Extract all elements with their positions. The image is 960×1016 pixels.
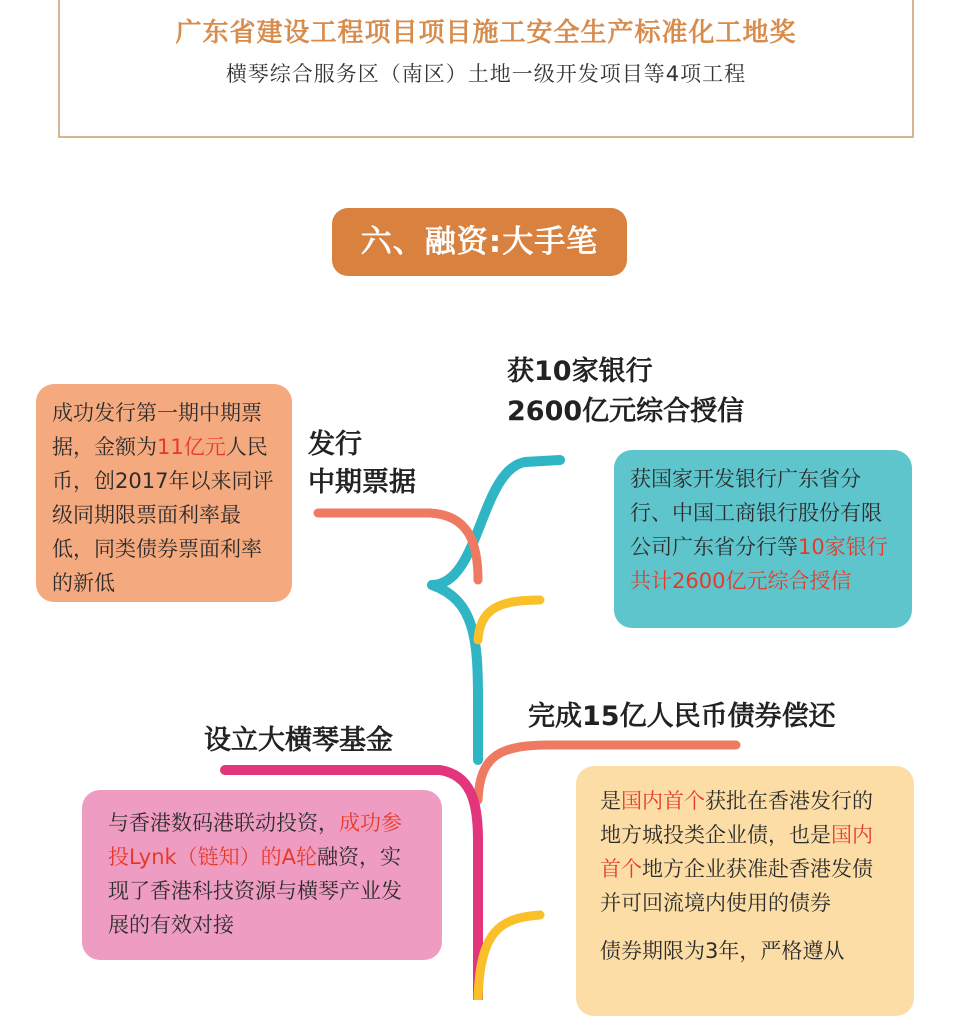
branch-label-mtn	[308, 426, 416, 502]
fund-detail-highlight: 成功参投Lynk（链知）的A轮	[108, 811, 402, 869]
branch-label-fund-line1: 设立大横琴基金	[204, 725, 393, 756]
branch-label-mtn-line2: 中期票据	[308, 467, 416, 498]
branch-line-yellow-lower	[478, 915, 540, 1000]
branch-label-bank-credit-line1: 获10家银行	[507, 356, 653, 387]
award-subtitle: 横琴综合服务区（南区）土地一级开发项目等4项工程	[225, 62, 747, 86]
fund-detail-box	[82, 790, 442, 960]
mtn-detail-text-1: 成功发行第一期中期票据，金额为	[52, 401, 262, 459]
bank-credit-detail-highlight: 10家银行共计2600亿元综合授信	[630, 535, 888, 593]
bond-detail-text-1: 是	[600, 789, 621, 813]
fund-detail-text-1: 与香港数码港联动投资，	[108, 811, 339, 835]
bond-detail-paragraph	[600, 784, 890, 920]
bond-detail-text-3: 地方企业获准赴香港发债并可回流境内使用的债券	[600, 857, 873, 915]
branch-line-teal-trunk	[432, 585, 478, 760]
mtn-detail-box	[36, 384, 292, 602]
bank-credit-detail-text: 获国家开发银行广东省分行、中国工商银行股份有限公司广东省分行等	[630, 467, 882, 559]
bank-credit-detail-box	[614, 450, 912, 628]
branch-line-yellow	[478, 600, 540, 640]
mtn-detail-highlight: 11亿元	[157, 435, 226, 459]
bond-detail-text-2: 获批在香港发行的地方城投类企业债，也是	[600, 789, 873, 847]
branch-label-bank-credit	[507, 352, 744, 432]
mtn-detail-text-2: 人民币，创2017年以来同评级同期限票面利率最低，同类债券票面利率的新低	[52, 435, 274, 595]
bond-detail-highlight-2: 国内首个	[600, 823, 873, 881]
fund-detail-text-2: 融资，实现了香港科技资源与横琴产业发展的有效对接	[108, 845, 402, 937]
section-title-badge: 六、融资:大手笔	[332, 208, 627, 276]
branch-label-bank-credit-line2: 2600亿元综合授信	[507, 396, 745, 427]
bond-detail-highlight-1: 国内首个	[621, 789, 705, 813]
branch-label-bond-repayment-line1: 完成15亿人民币债券偿还	[528, 701, 836, 732]
branch-label-mtn-line1: 发行	[308, 429, 362, 460]
branch-label-fund	[204, 722, 393, 760]
branch-label-bond-repayment	[528, 698, 836, 736]
bond-detail-term: 债券期限为3年，严格遵从	[600, 939, 845, 963]
bond-detail-box	[576, 766, 914, 1016]
award-title: 广东省建设工程项目项目施工安全生产标准化工地奖	[175, 18, 797, 48]
